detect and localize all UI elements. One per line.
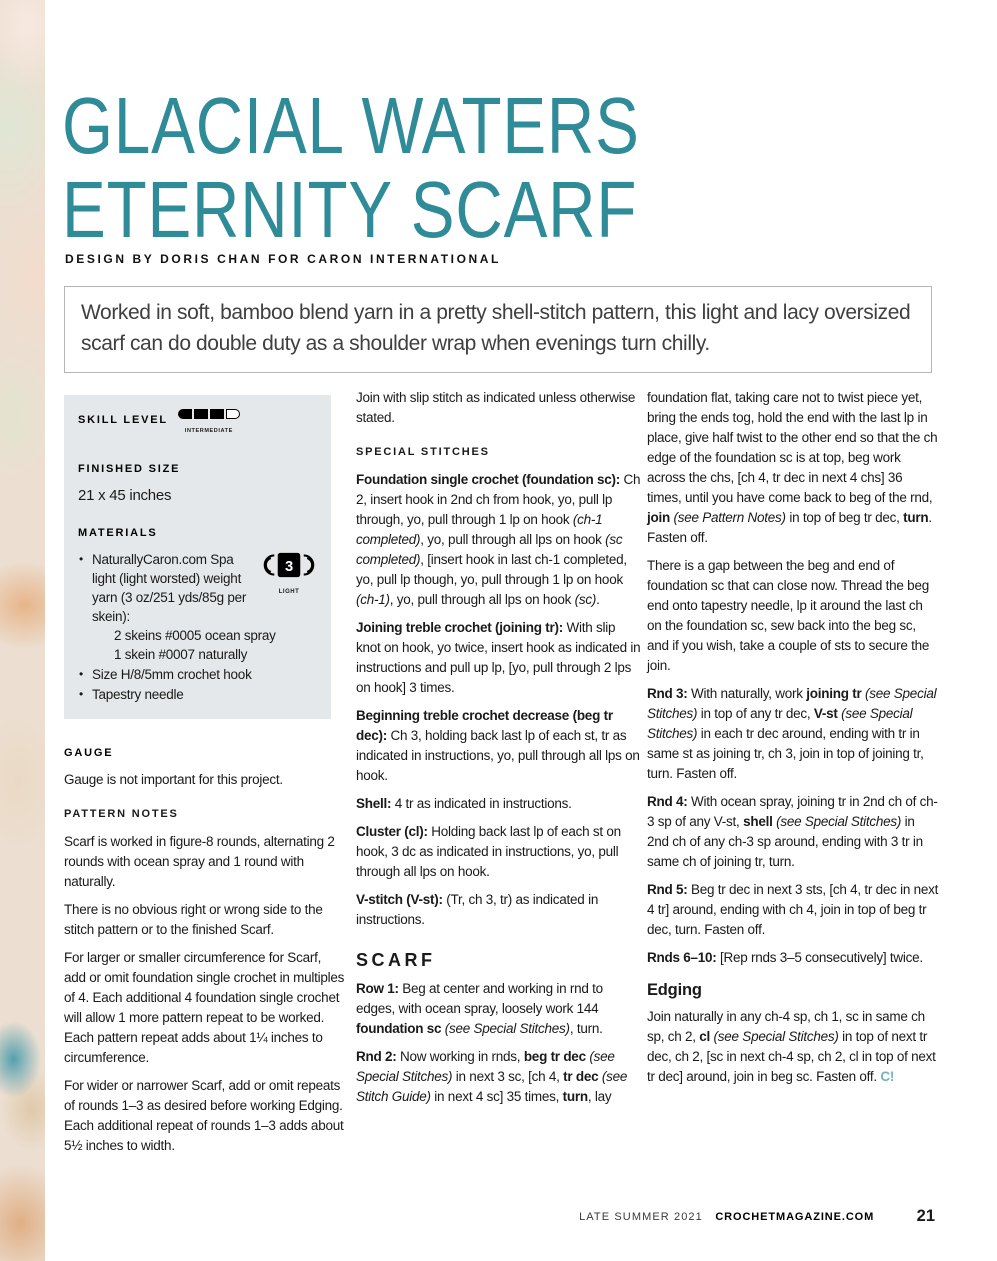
footer-site: CROCHETMAGAZINE.COM — [715, 1211, 875, 1223]
special-stitches-label: SPECIAL STITCHES — [356, 446, 490, 458]
design-byline: DESIGN BY DORIS CHAN FOR CARON INTERNATIONAL — [65, 252, 501, 266]
skill-level-meter-icon — [178, 409, 240, 441]
special-stitch-entry: Shell: 4 tr as indicated in instructions. — [356, 796, 572, 811]
skill-meter-segment — [178, 409, 192, 419]
edging-instruction: Join naturally in any ch-4 sp, ch 1, sc in same ch sp, ch 2, cl (see Special Stitches) in top of next tr dec, ch 2, [sc in next ch-4 sp, ch 2, cl in top of next tr dec] around, join in beg sc. Fasten off. C! — [647, 1009, 936, 1084]
title-line-2: ETERNITY SCARF — [62, 165, 638, 254]
pattern-info-box — [64, 395, 331, 719]
instruction-paragraph: Rnd 4: With ocean spray, joining tr in 2nd ch of ch-3 sp of any V-st, shell (see Special Stitches) in 2nd ch of any ch-3 sp around, ending with 3 tr in same ch of joining tr, turn. — [647, 794, 938, 869]
left-column — [64, 395, 346, 1156]
page-edge-photo-strip — [0, 0, 45, 1261]
title-line-1: GLACIAL WATERS — [62, 81, 640, 170]
skill-meter-segment — [226, 409, 240, 419]
yarn-weight-icon — [261, 552, 317, 602]
instruction-paragraph: Rnd 5: Beg tr dec in next 3 sts, [ch 4, tr dec in next 4 tr] around, ending with ch 4, join in top of beg tr dec, turn. Fasten off. — [647, 882, 939, 937]
right-column — [647, 388, 939, 1087]
materials-sub-item: 2 skeins #0005 ocean spray — [114, 628, 276, 643]
footer-issue: LATE SUMMER 2021 — [579, 1211, 703, 1223]
skill-meter-segment — [210, 409, 224, 419]
materials-item-needle: • Tapestry needle — [78, 685, 317, 704]
finished-size-label: FINISHED SIZE — [78, 463, 181, 475]
page-footer — [0, 1206, 935, 1225]
pattern-notes-paragraph: For larger or smaller circumference for Scarf, add or omit foundation single crochet in multiples of 4. Each additional 4 foundation single crochet will allow 1 more pattern repeat to be worked. Each pattern repeat adds about 1¼ inches to circumference. — [64, 950, 345, 1065]
instruction-paragraph: There is a gap between the beg and end of foundation sc that can close now. Thread the beg end onto tapestry needle, lp it around the last ch on the foundation sc, sew back into the beg sc, and if you wish, take a couple of sts to secure the join. — [647, 558, 930, 673]
intro-text: Worked in soft, bamboo blend yarn in a pretty shell-stitch pattern, this light and lacy oversized scarf can do double duty as a shoulder wrap when evenings turn chilly. — [81, 301, 911, 355]
materials-item-text: NaturallyCaron.com Spa light (light worsted) weight yarn (3 oz/251 yds/85g per skein): — [92, 552, 247, 624]
materials-sub-item: 1 skein #0007 naturally — [114, 647, 248, 662]
instruction-paragraph: Rnd 3: With naturally, work joining tr (see Special Stitches) in top of any tr dec, V-st (see Special Stitches) in each tr dec around, ending with tr in same st as joining tr, ch 3, join in top of joining tr, turn. Fasten off. — [647, 686, 937, 781]
intro-summary-box — [64, 286, 932, 373]
middle-column — [356, 388, 642, 1107]
skill-meter-segments — [178, 409, 240, 419]
pattern-notes-label: PATTERN NOTES — [64, 808, 179, 820]
special-stitch-entry: V-stitch (V-st): (Tr, ch 3, tr) as indicated in instructions. — [356, 892, 599, 927]
scarf-instruction: Row 1: Beg at center and working in rnd to edges, with ocean spray, loosely work 144 foundation sc (see Special Stitches), turn. — [356, 981, 603, 1036]
materials-label: MATERIALS — [78, 527, 158, 539]
footer-page-number: 21 — [916, 1207, 935, 1225]
instruction-paragraph: Rnds 6–10: [Rep rnds 3–5 consecutively] twice. — [647, 950, 923, 965]
skill-level-row — [78, 410, 317, 442]
skill-level-name: INTERMEDIATE — [184, 428, 233, 434]
skill-meter-segment — [194, 409, 208, 419]
article-title — [62, 81, 767, 254]
special-stitch-entry: Joining treble crochet (joining tr): With slip knot on hook, yo twice, insert hook as indicated in instructions and pull up lp, [yo, pull through 2 lps on hook] 3 times. — [356, 620, 641, 695]
pattern-notes-paragraph: Scarf is worked in figure-8 rounds, alternating 2 rounds with ocean spray and 1 round with naturally. — [64, 834, 335, 889]
materials-list — [78, 550, 317, 704]
join-note: Join with slip stitch as indicated unless otherwise stated. — [356, 390, 636, 425]
gauge-label: GAUGE — [64, 747, 114, 759]
pattern-notes-paragraph: For wider or narrower Scarf, add or omit repeats of rounds 1–3 as desired before working Edging. Each additional repeat of rounds 1–3 adds about 5½ inches to width. — [64, 1078, 344, 1153]
edging-section-header: Edging — [647, 981, 702, 999]
scarf-section-header: SCARF — [356, 950, 436, 970]
skill-level-label: SKILL LEVEL — [78, 414, 168, 426]
materials-item-hook: • Size H/8/5mm crochet hook — [78, 665, 317, 684]
pattern-notes-paragraph: There is no obvious right or wrong side to the stitch pattern or to the finished Scarf. — [64, 902, 323, 937]
special-stitch-entry: Beginning treble crochet decrease (beg tr dec): Ch 3, holding back last lp of each st, tr as indicated in instructions, yo, pull through all lps on hook. — [356, 708, 640, 783]
special-stitch-entry: Foundation single crochet (foundation sc): Ch 2, insert hook in 2nd ch from hook, yo, pull lp through, yo, pull through 1 lp on hook (ch-1 completed), yo, pull through all lps on hook (sc completed), [insert hook in last ch-1 completed, yo, pull lp though, yo, pull through 1 lp on hook (ch-1), yo, pull through all lps on hook (sc). — [356, 472, 641, 607]
instruction-paragraph: foundation flat, taking care not to twist piece yet, bring the ends tog, hold the end with the last lp in place, give half twist to the other end so that the ch edge of the foundation sc is at top, beg work across the chs, [ch 4, tr dec in next 4 chs] 36 times, until you have come back to beg of the rnd, join (see Pattern Notes) in top of beg tr dec, turn. Fasten off. — [647, 390, 938, 545]
scarf-instruction: Rnd 2: Now working in rnds, beg tr dec (see Special Stitches) in next 3 sc, [ch 4, tr dec (see Stitch Guide) in next 4 sc] 35 times, turn, lay — [356, 1049, 628, 1104]
finished-size-value: 21 x 45 inches — [78, 487, 172, 504]
special-stitch-entry: Cluster (cl): Holding back last lp of each st on hook, 3 dc as indicated in instructions, yo, pull through all lps on hook. — [356, 824, 621, 879]
yarn-skein-icon — [263, 552, 315, 578]
svg-text:3: • 3 — [285, 559, 293, 576]
gauge-text: Gauge is not important for this project. — [64, 772, 283, 787]
yarn-weight-name: LIGHT — [278, 589, 300, 595]
materials-item-yarn — [78, 550, 317, 664]
